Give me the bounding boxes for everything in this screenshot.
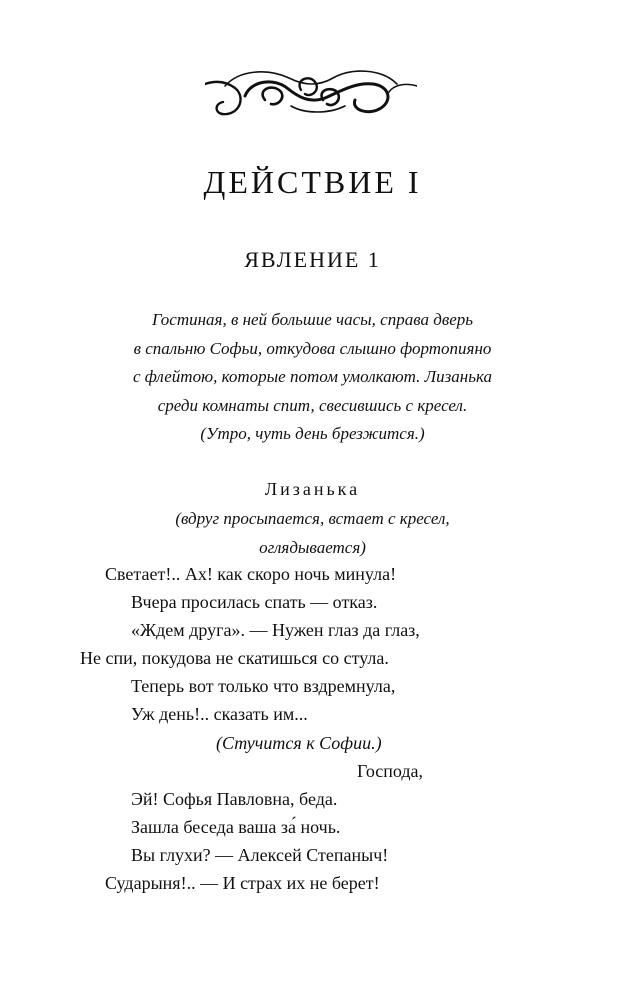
verse-line: Сударыня!.. — И страх их не берет! <box>105 873 380 893</box>
speaker-direction-line: (вдруг просыпается, встает с кресел, <box>175 509 450 528</box>
speaker-name: Лизанька <box>264 479 361 499</box>
verse-line: Теперь вот только что вздремнула, <box>131 676 396 696</box>
verse-line: Господа, <box>357 761 424 781</box>
act-title: ДЕЙСТВИЕ I <box>203 164 422 200</box>
verse-line: Уж день!.. сказать им... <box>131 704 308 724</box>
stage-direction-line: среди комнаты спит, свесившись с кресел. <box>157 395 468 415</box>
speaker-direction-line: оглядывается) <box>259 538 366 557</box>
stage-direction-line: в спальню Софьи, откудова слышно фортопияно <box>133 338 492 358</box>
verse-line: Эй! Софья Павловна, беда. <box>131 789 338 809</box>
verse-line: Не спи, покудова не скатишься со стула. <box>80 648 389 668</box>
scene-title: ЯВЛЕНИЕ 1 <box>244 247 381 272</box>
verse-line: Вчера просилась спать — отказ. <box>131 592 378 612</box>
stage-direction-line: с флейтою, которые потом умолкают. Лизанька <box>132 367 492 386</box>
speaker-direction <box>0 504 625 562</box>
verse-line: Светает!.. Ах! как скоро ночь минула! <box>105 564 397 584</box>
stage-direction <box>0 306 625 449</box>
stage-direction-line: Гостиная, в ней большие часы, справа дверь <box>152 310 473 329</box>
verse-line: «Ждем друга». — Нужен глаз да глаз, <box>131 620 420 640</box>
stage-direction-line: (Утро, чуть день брезжится.) <box>200 424 425 443</box>
verse-line: Зашла беседа ваша за́ ночь. <box>131 817 341 837</box>
flourish-ornament-icon <box>205 60 417 122</box>
verse-stage-direction: (Стучится к Софии.) <box>216 733 382 753</box>
verse-line: Вы глухи? — Алексей Степаныч! <box>131 845 389 865</box>
